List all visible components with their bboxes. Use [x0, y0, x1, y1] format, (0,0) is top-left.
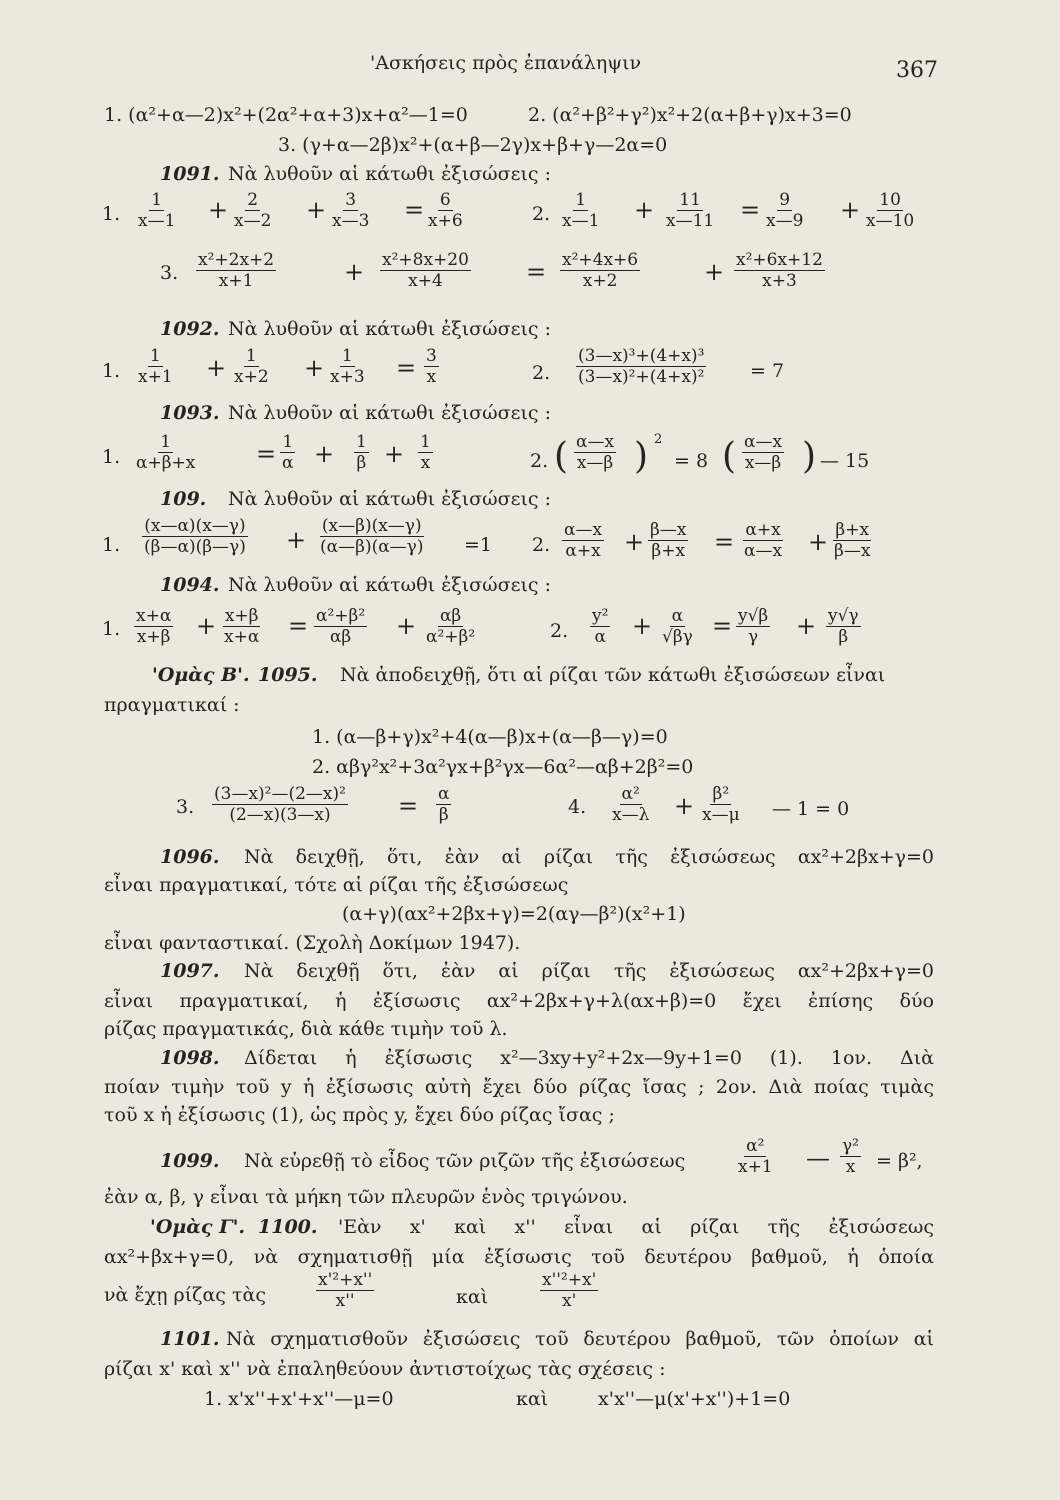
equals-sign: = — [256, 440, 277, 468]
fraction: 1 x+1 — [138, 346, 173, 387]
equation-tail: — 1 = 0 — [772, 798, 850, 820]
eq-number: 1. — [102, 534, 121, 556]
problem-label-1097: 1097. — [160, 960, 220, 982]
problem-text-1101: Νὰ σχηματισθοῦν ἐξισώσεις τοῦ δευτέρου βαθμοῦ, τῶν ὁποίων αἱ — [226, 1328, 934, 1350]
equals-sign: = — [404, 196, 425, 224]
plus-sign: + — [840, 196, 861, 224]
plus-sign: + — [196, 612, 217, 640]
fraction: 11 x—11 — [666, 190, 715, 231]
problem-text-1095: Νὰ ἀποδειχθῇ, ὅτι αἱ ρίζαι τῶν κάτωθι ἐξισώσεων εἶναι — [340, 664, 886, 686]
fraction: 6 x+6 — [428, 190, 463, 231]
problem-text-1100-line2: αx²+βx+γ=0, νὰ σχηματισθῇ μία ἐξίσωσις τοῦ δευτέρου βαθμοῦ, ἡ ὁποία — [104, 1246, 934, 1268]
problem-text-1100: 'Εὰν x' καὶ x'' εἶναι αἱ ρίζαι τῆς ἐξισώσεως — [338, 1216, 934, 1238]
problem-label-1091: 1091. — [160, 163, 220, 185]
plus-sign: + — [384, 440, 405, 468]
fraction: y√β γ — [738, 606, 769, 647]
fraction: 2 x—2 — [234, 190, 272, 231]
plus-sign: + — [634, 196, 655, 224]
fraction: (x—β)(x—γ) (α—β)(α—γ) — [320, 516, 424, 557]
fraction: α² x+1 — [738, 1136, 773, 1177]
fraction: 9 x—9 — [766, 190, 804, 231]
problem-text-1097-line3: ρίζας πραγματικάς, διὰ κάθε τιμὴν τοῦ λ. — [104, 1018, 508, 1040]
equals-sign: = — [396, 354, 417, 382]
fraction: (x—α)(x—γ) (β—α)(β—γ) — [144, 516, 246, 557]
problem-text-109: Νὰ λυθοῦν αἱ κάτωθι ἐξισώσεις : — [228, 488, 551, 510]
problem-text-1092: Νὰ λυθοῦν αἱ κάτωθι ἐξισώσεις : — [228, 318, 551, 340]
fraction: x+α x+β — [136, 606, 172, 647]
fraction: y√γ β — [828, 606, 859, 647]
plus-sign: + — [314, 440, 335, 468]
group-label-B: 'Ομὰς Β'. — [152, 664, 250, 686]
open-paren: ( — [554, 436, 569, 477]
eq-number: 1. — [102, 203, 121, 225]
problem-label-1101: 1101. — [160, 1328, 220, 1350]
eq-number: 1. — [102, 446, 121, 468]
equals-sign: = — [398, 792, 419, 820]
plus-sign: + — [306, 196, 327, 224]
eq-number: 1. — [102, 618, 121, 640]
fraction: γ² x — [842, 1136, 859, 1177]
eq-number: 2. — [532, 362, 551, 384]
equation-rhs: = β², — [876, 1150, 923, 1172]
equals-sign: = — [526, 258, 547, 286]
fraction: 1 x—1 — [138, 190, 176, 231]
fraction: αβ α²+β² — [426, 606, 476, 647]
top-equation-2: 2. (α²+β²+γ²)x²+2(α+β+γ)x+3=0 — [528, 104, 852, 126]
fraction: 1 α+β+x — [136, 432, 196, 473]
eq-number: 2. — [530, 450, 549, 472]
equation-line: 1. (α—β+γ)x²+4(α—β)x+(α—β—γ)=0 — [312, 726, 668, 748]
fraction: x+β x+α — [224, 606, 260, 647]
plus-sign: + — [632, 612, 653, 640]
plus-sign: + — [624, 528, 645, 556]
exponent: 2 — [654, 432, 663, 447]
problem-label-1098: 1098. — [160, 1047, 220, 1069]
plus-sign: + — [286, 526, 307, 554]
close-paren: ) — [634, 436, 649, 477]
problem-label-1092: 1092. — [160, 318, 220, 340]
equals-sign: = — [712, 612, 733, 640]
fraction: (3—x)³+(4+x)³ (3—x)²+(4+x)² — [578, 346, 705, 387]
problem-text-1096-line2: εἶναι πραγματικαί, τότε αἱ ρίζαι τῆς ἐξισώσεως — [104, 874, 569, 896]
fraction: x''²+x' x' — [542, 1270, 597, 1311]
fraction: 3 x—3 — [332, 190, 370, 231]
problem-label-1096: 1096. — [160, 846, 220, 868]
fraction: α—x x—β — [576, 432, 615, 473]
eq-number: 3. — [176, 796, 195, 818]
fraction: α+x α—x — [744, 520, 783, 561]
fraction: 10 x—10 — [866, 190, 915, 231]
page-number: 367 — [896, 58, 938, 83]
plus-sign: + — [674, 792, 695, 820]
equation-line: 1. x'x''+x'+x''—μ=0 — [204, 1388, 394, 1410]
plus-sign: + — [208, 196, 229, 224]
problem-text-1093: Νὰ λυθοῦν αἱ κάτωθι ἐξισώσεις : — [228, 402, 551, 424]
fraction: β+x β—x — [834, 520, 871, 561]
conjunction: καὶ — [516, 1388, 549, 1410]
equals-sign: = — [740, 196, 761, 224]
problem-text-1096: Νὰ δειχθῇ, ὅτι, ἐὰν αἱ ρίζαι τῆς ἐξισώσεως αx²+2βx+γ=0 — [244, 846, 934, 868]
equals-sign: = — [714, 528, 735, 556]
eq-number: 2. — [532, 203, 551, 225]
equals-sign: = — [288, 612, 309, 640]
fraction: x²+2x+2 x+1 — [198, 250, 275, 291]
fraction: (3—x)²—(2—x)² (2—x)(3—x) — [214, 784, 346, 825]
eq-number: 2. — [532, 534, 551, 556]
fraction: α—x α+x — [564, 520, 603, 561]
running-header: 'Ασκήσεις πρὸς ἐπανάληψιν — [370, 52, 642, 74]
fraction: x²+8x+20 x+4 — [382, 250, 469, 291]
fraction: α √βγ — [662, 606, 693, 647]
problem-label-1099: 1099. — [160, 1150, 220, 1172]
plus-sign: + — [206, 354, 227, 382]
eq-number: 4. — [568, 796, 587, 818]
fraction: α²+β² αβ — [316, 606, 366, 647]
problem-text-1095-cont: πραγματικαί : — [104, 694, 240, 716]
problem-text-1099-line2: ἐὰν α, β, γ εἶναι τὰ μήκη τῶν πλευρῶν ἑνὸς τριγώνου. — [104, 1186, 628, 1208]
minus-sign: — — [806, 1144, 830, 1172]
equation-rhs: =1 — [464, 534, 493, 556]
problem-text-1097: Νὰ δειχθῇ ὅτι, ἐὰν αἱ ρίζαι τῆς ἐξισώσεως αx²+2βx+γ=0 — [244, 960, 934, 982]
equation-mid: = 8 — [674, 450, 709, 472]
problem-text-1097-line2: εἶναι πραγματικαί, ἡ ἐξίσωσις αx²+2βx+γ+λ(αx+β)=0 ἔχει ἐπίσης δύο — [104, 990, 934, 1012]
fraction: 1 β — [356, 432, 367, 473]
group-label-G: 'Ομὰς Γ'. — [150, 1216, 245, 1238]
fraction: α—x x—β — [744, 432, 783, 473]
problem-text-1091: Νὰ λυθοῦν αἱ κάτωθι ἐξισώσεις : — [228, 163, 551, 185]
fraction: x'²+x'' x'' — [318, 1270, 373, 1311]
plus-sign: + — [808, 528, 829, 556]
conjunction: καὶ — [456, 1286, 489, 1308]
problem-text-1100-line3: νὰ ἔχῃ ρίζας τὰς — [104, 1284, 266, 1306]
fraction: α² x—λ — [612, 784, 650, 825]
fraction: 3 x — [426, 346, 437, 387]
problem-text-1096-line4: εἶναι φανταστικαί. (Σχολὴ Δοκίμων 1947). — [104, 932, 521, 954]
fraction: y² α — [592, 606, 609, 647]
top-equation-1: 1. (α²+α—2)x²+(2α²+α+3)x+α²—1=0 — [104, 104, 468, 126]
problem-label-1100: 1100. — [258, 1216, 318, 1238]
fraction: x²+6x+12 x+3 — [736, 250, 823, 291]
eq-number: 3. — [160, 262, 179, 284]
fraction: 1 x — [420, 432, 431, 473]
fraction: 1 x+3 — [330, 346, 365, 387]
fraction: β² x—μ — [702, 784, 740, 825]
problem-label-1093: 1093. — [160, 402, 220, 424]
plus-sign: + — [704, 258, 725, 286]
problem-equation-1096: (α+γ)(αx²+2βx+γ)=2(αγ—β²)(x²+1) — [342, 903, 686, 925]
problem-text-1099: Νὰ εὑρεθῇ τὸ εἶδος τῶν ριζῶν τῆς ἐξισώσεως — [244, 1150, 686, 1172]
problem-text-1098-line2: ποίαν τιμὴν τοῦ y ἡ ἐξίσωσις αὐτὴ ἔχει δύο ρίζας ἴσας ; 2ον. Διὰ ποίας τιμὰς — [104, 1076, 934, 1098]
problem-label-1094: 1094. — [160, 574, 220, 596]
equation-line: x'x''—μ(x'+x'')+1=0 — [598, 1388, 791, 1410]
equation-rhs: = 7 — [750, 360, 785, 382]
problem-text-1098-line3: τοῦ x ἡ ἐξίσωσις (1), ὡς πρὸς y, ἔχει δύο ρίζας ἴσας ; — [104, 1104, 615, 1126]
fraction: x²+4x+6 x+2 — [562, 250, 639, 291]
eq-number: 2. — [550, 620, 569, 642]
plus-sign: + — [304, 354, 325, 382]
problem-text-1101-line2: ρίζαι x' καὶ x'' νὰ ἐπαληθεύουν ἀντιστοίχως τὰς σχέσεις : — [104, 1358, 666, 1380]
plus-sign: + — [344, 258, 365, 286]
open-paren: ( — [722, 436, 737, 477]
problem-label-1095: 1095. — [258, 664, 318, 686]
fraction: β—x β+x — [650, 520, 687, 561]
close-paren: ) — [802, 436, 817, 477]
fraction: 1 x—1 — [562, 190, 600, 231]
fraction: 1 α — [282, 432, 294, 473]
problem-text-1098: Δίδεται ἡ ἐξίσωσις x²—3xy+y²+2x—9y+1=0 (1). 1ον. Διὰ — [244, 1047, 934, 1069]
top-equation-3: 3. (γ+α—2β)x²+(α+β—2γ)x+β+γ—2α=0 — [278, 134, 668, 156]
problem-label-109: 109. — [160, 488, 207, 510]
equation-tail: — 15 — [820, 450, 870, 472]
fraction: 1 x+2 — [234, 346, 269, 387]
fraction: α β — [438, 784, 450, 825]
plus-sign: + — [396, 612, 417, 640]
plus-sign: + — [796, 612, 817, 640]
eq-number: 1. — [102, 360, 121, 382]
problem-text-1094: Νὰ λυθοῦν αἱ κάτωθι ἐξισώσεις : — [228, 574, 551, 596]
equation-line: 2. αβγ²x²+3α²γx+β²γx—6α²—αβ+2β²=0 — [312, 756, 694, 778]
